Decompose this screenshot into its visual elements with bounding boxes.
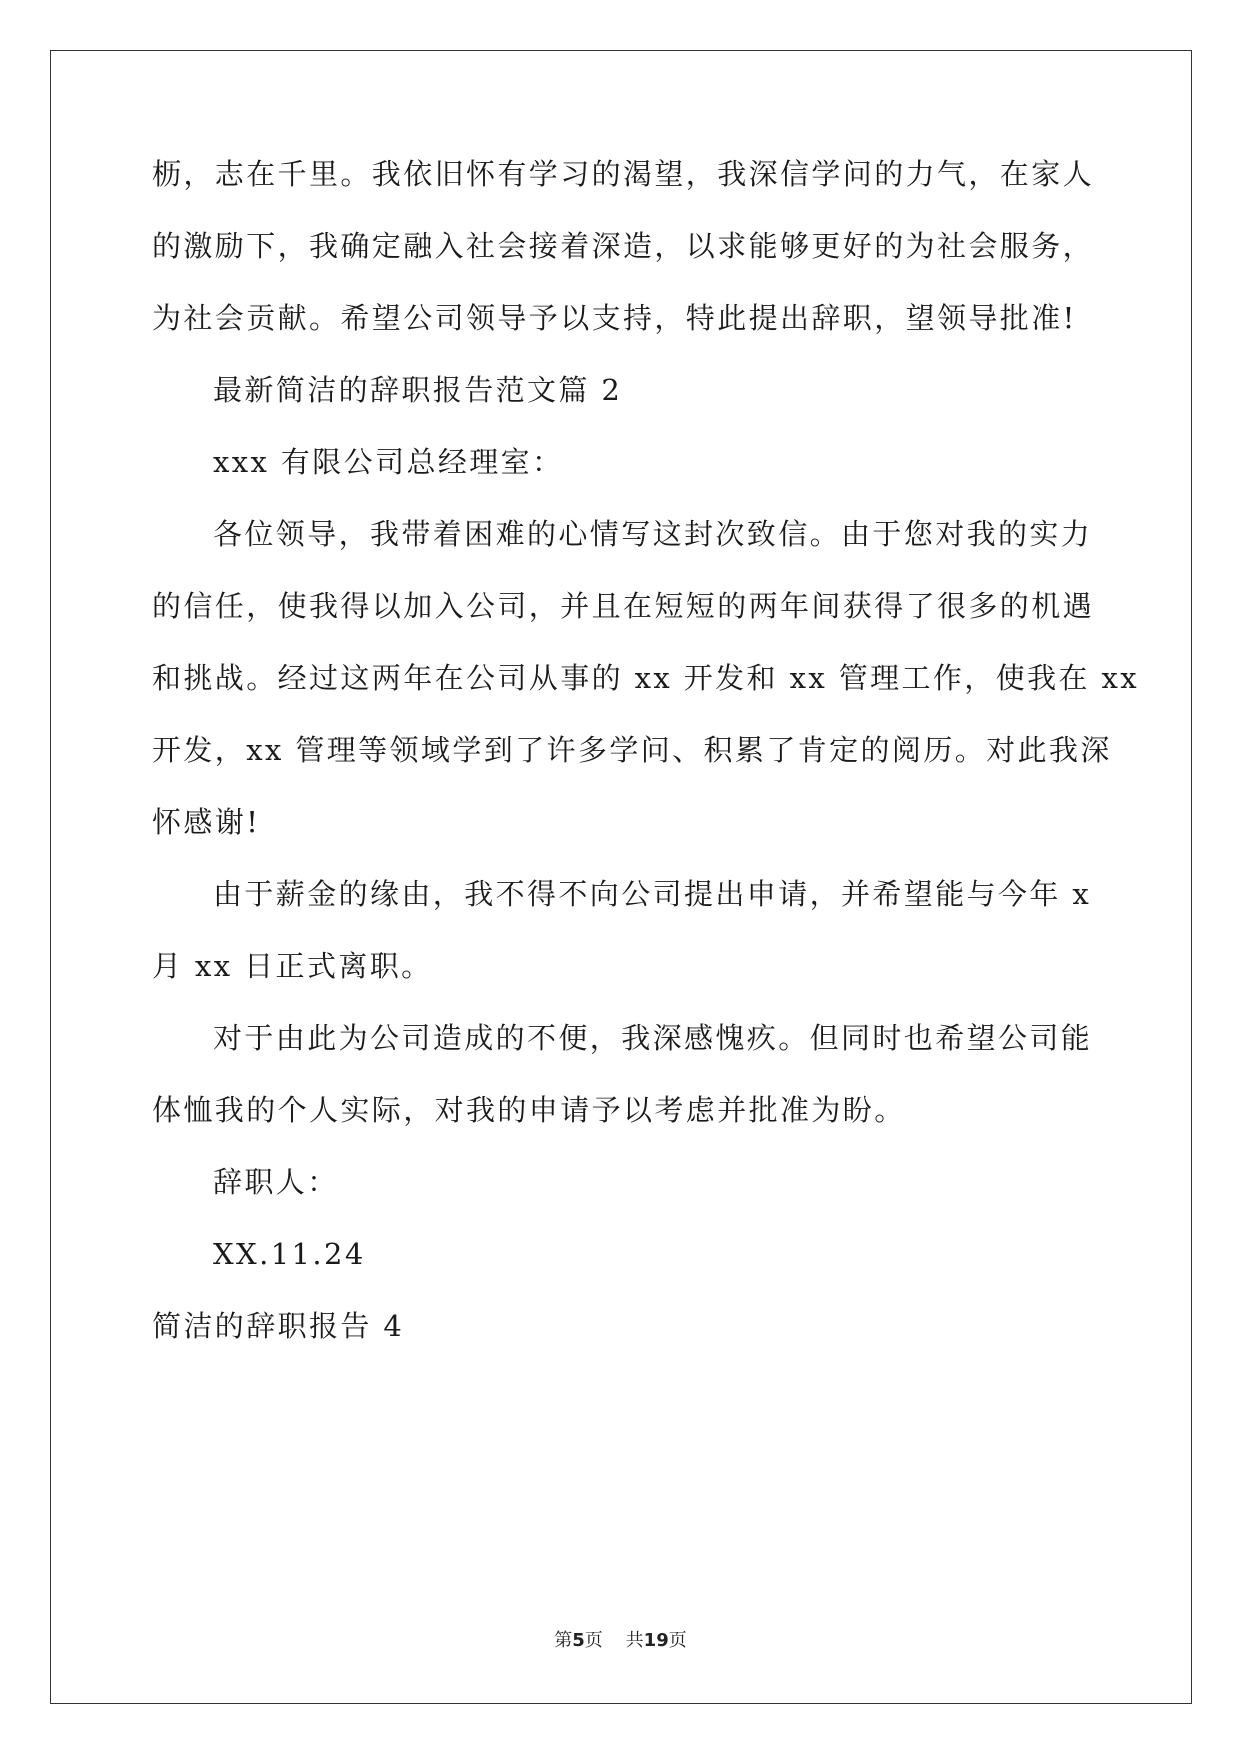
text-line: 为社会贡献。希望公司领导予以支持，特此提出辞职，望领导批准! (152, 301, 1077, 335)
page-number: 5 (572, 1630, 585, 1651)
text-line: 的信任，使我得以加入公司，并且在短短的两年间获得了很多的机遇 (152, 589, 1095, 623)
text-line: 怀感谢! (152, 805, 261, 839)
salutation: xxx 有限公司总经理室： (213, 445, 564, 479)
text-line: 对于由此为公司造成的不便，我深感愧疚。但同时也希望公司能 (213, 1021, 1093, 1055)
footer-prefix: 第 (554, 1630, 573, 1651)
footer-total-suffix: 页 (668, 1630, 687, 1651)
footer-total-prefix: 共 (625, 1630, 644, 1651)
text-line: 枥，志在千里。我依旧怀有学习的渴望，我深信学问的力气，在家人 (152, 157, 1095, 191)
date-line: XX.11.24 (213, 1237, 366, 1271)
text-line: 的激励下，我确定融入社会接着深造，以求能够更好的为社会服务， (152, 229, 1095, 263)
text-line: 由于薪金的缘由，我不得不向公司提出申请，并希望能与今年 x (213, 877, 1092, 911)
signature-label: 辞职人： (213, 1165, 339, 1199)
text-line: 各位领导，我带着困难的心情写这封次致信。由于您对我的实力 (213, 517, 1093, 551)
page-footer (0, 1629, 1241, 1653)
text-line: 月 xx 日正式离职。 (152, 949, 433, 983)
total-pages: 19 (643, 1630, 669, 1651)
text-line: 和挑战。经过这两年在公司从事的 xx 开发和 xx 管理工作，使我在 xx (152, 661, 1140, 695)
section-heading: 简洁的辞职报告 4 (152, 1309, 405, 1343)
section-heading: 最新简洁的辞职报告范文篇 2 (213, 373, 623, 407)
text-line: 体恤我的个人实际，对我的申请予以考虑并批准为盼。 (152, 1093, 906, 1127)
footer-page-suffix: 页 (584, 1630, 603, 1651)
text-line: 开发，xx 管理等领域学到了许多学问、积累了肯定的阅历。对此我深 (152, 733, 1112, 767)
